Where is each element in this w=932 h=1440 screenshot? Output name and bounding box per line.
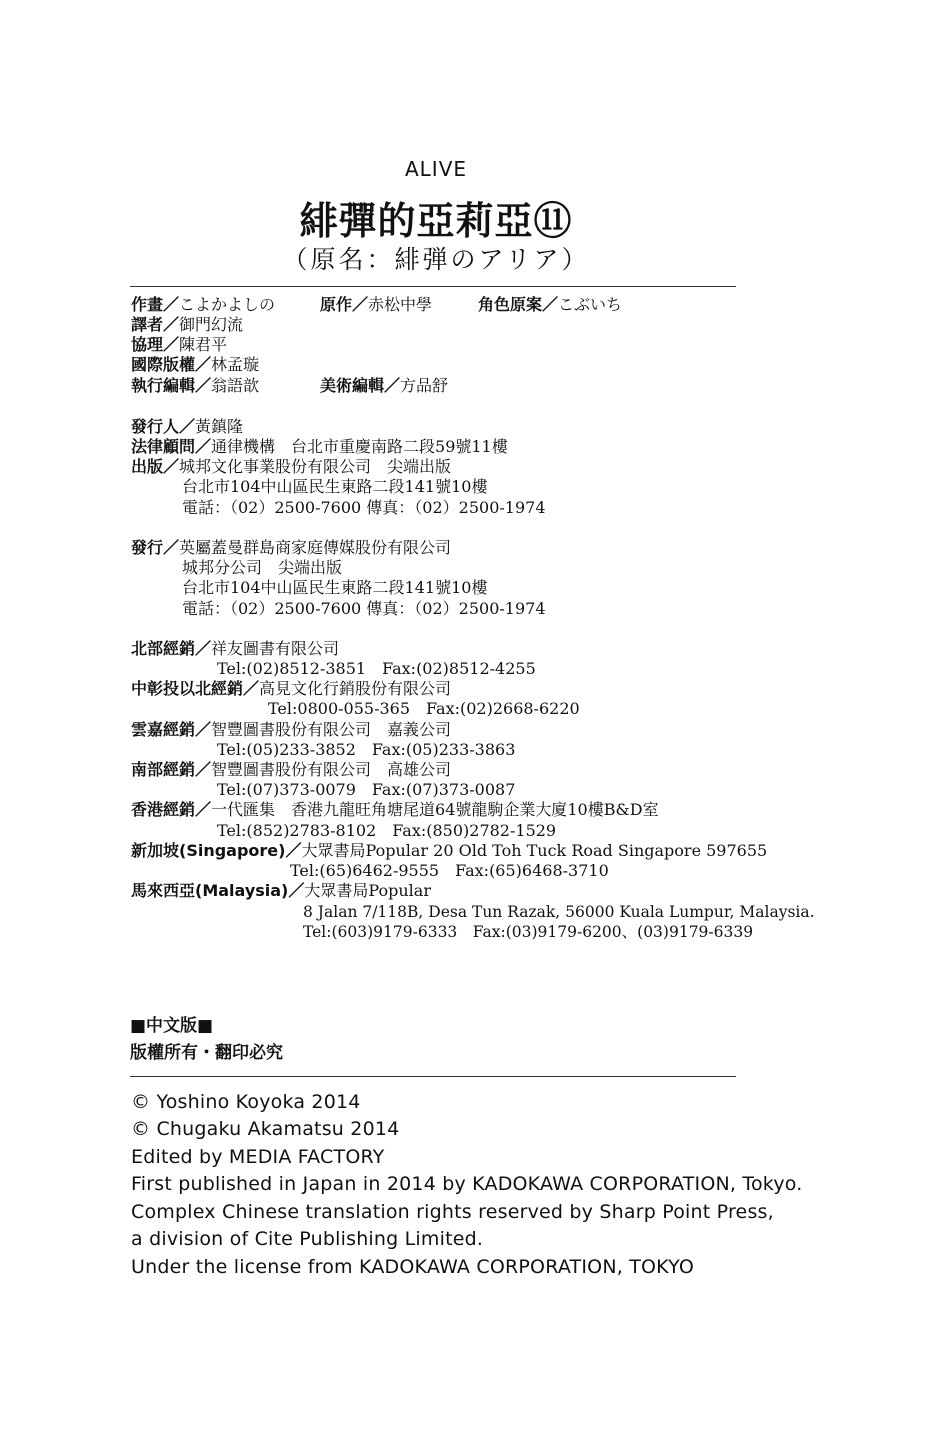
top-divider bbox=[130, 286, 736, 287]
edition-label: ■中文版■ bbox=[130, 1016, 214, 1036]
issuer-line: 發行人／黃鎮隆 bbox=[131, 417, 244, 436]
assist-credit: 協理／陳君平 bbox=[131, 335, 228, 354]
publish-address: 台北市104中山區民生東路二段141號10樓 bbox=[182, 477, 488, 496]
distribution-line: 發行／英屬蓋曼群島商家庭傳媒股份有限公司 bbox=[131, 538, 452, 557]
central-contact: Tel:0800-055-365 Fax:(02)2668-6220 bbox=[268, 699, 580, 718]
original-title: （原名：緋弾のアリア） bbox=[282, 245, 590, 274]
legal-line: 法律顧問／通律機構 台北市重慶南路二段59號11樓 bbox=[131, 437, 508, 456]
my-distributor: 馬來西亞(Malaysia)／大眾書局Popular bbox=[131, 881, 431, 900]
north-distributor: 北部經銷／祥友圖書有限公司 bbox=[131, 639, 340, 658]
bottom-divider bbox=[130, 1076, 736, 1077]
hk-contact: Tel:(852)2783-8102 Fax:(850)2782-1529 bbox=[217, 821, 557, 840]
art-editor-credit: 美術編輯／方品舒 bbox=[320, 376, 449, 395]
copyright-line: © Chugaku Akamatsu 2014 bbox=[131, 1118, 400, 1140]
south-distributor: 南部經銷／智豐圖書股份有限公司 高雄公司 bbox=[131, 760, 452, 779]
north-contact: Tel:(02)8512-3851 Fax:(02)8512-4255 bbox=[217, 659, 536, 678]
copyright-line: Under the license from KADOKAWA CORPORATION, TOKYO bbox=[131, 1256, 695, 1278]
copyright-line: First published in Japan in 2014 by KADOKAWA CORPORATION, Tokyo. bbox=[131, 1173, 803, 1195]
copyright-line: Edited by MEDIA FACTORY bbox=[131, 1146, 385, 1168]
distribution-address: 台北市104中山區民生東路二段141號10樓 bbox=[182, 578, 488, 597]
copyright-line: © Yoshino Koyoka 2014 bbox=[131, 1091, 361, 1113]
author-credit: 作畫／こよかよしの bbox=[131, 295, 276, 314]
central-distributor: 中彰投以北經銷／高見文化行銷股份有限公司 bbox=[131, 679, 452, 698]
publish-line: 出版／城邦文化事業股份有限公司 尖端出版 bbox=[131, 457, 452, 476]
translator-credit: 譯者／御門幻流 bbox=[131, 315, 244, 334]
original-credit: 原作／赤松中學 bbox=[320, 295, 433, 314]
exec-editor-credit: 執行編輯／翁語歆 bbox=[131, 376, 260, 395]
copyright-line: a division of Cite Publishing Limited. bbox=[131, 1228, 484, 1250]
south-contact: Tel:(07)373-0079 Fax:(07)373-0087 bbox=[217, 780, 516, 799]
yunjia-distributor: 雲嘉經銷／智豐圖書股份有限公司 嘉義公司 bbox=[131, 720, 452, 739]
hk-distributor: 香港經銷／一代匯集 香港九龍旺角塘尾道64號龍駒企業大廈10樓B&D室 bbox=[131, 800, 659, 819]
series-name: ALIVE bbox=[404, 157, 468, 181]
sg-distributor: 新加坡(Singapore)／大眾書局Popular 20 Old Toh Tuck Road Singapore 597655 bbox=[131, 841, 768, 860]
character-design-credit: 角色原案／こぶいち bbox=[478, 295, 623, 314]
my-address: 8 Jalan 7/118B, Desa Tun Razak, 56000 Kuala Lumpur, Malaysia. bbox=[303, 903, 815, 921]
my-contact: Tel:(603)9179-6333 Fax:(03)9179-6200、(03)9179-6339 bbox=[303, 923, 754, 941]
copyright-line: Complex Chinese translation rights reserved by Sharp Point Press, bbox=[131, 1201, 774, 1223]
distribution-phone: 電話：（02）2500-7600 傳真：（02）2500-1974 bbox=[182, 599, 546, 618]
edition-rights: 版權所有・翻印必究 bbox=[130, 1043, 283, 1063]
yunjia-contact: Tel:(05)233-3852 Fax:(05)233-3863 bbox=[217, 740, 516, 759]
sg-contact: Tel:(65)6462-9555 Fax:(65)6468-3710 bbox=[290, 861, 609, 880]
distribution-branch: 城邦分公司 尖端出版 bbox=[182, 558, 343, 577]
book-title: 緋彈的亞莉亞⑪ bbox=[299, 199, 573, 243]
rights-credit: 國際版權／林孟璇 bbox=[131, 355, 260, 374]
publish-phone: 電話：（02）2500-7600 傳真：（02）2500-1974 bbox=[182, 498, 546, 517]
